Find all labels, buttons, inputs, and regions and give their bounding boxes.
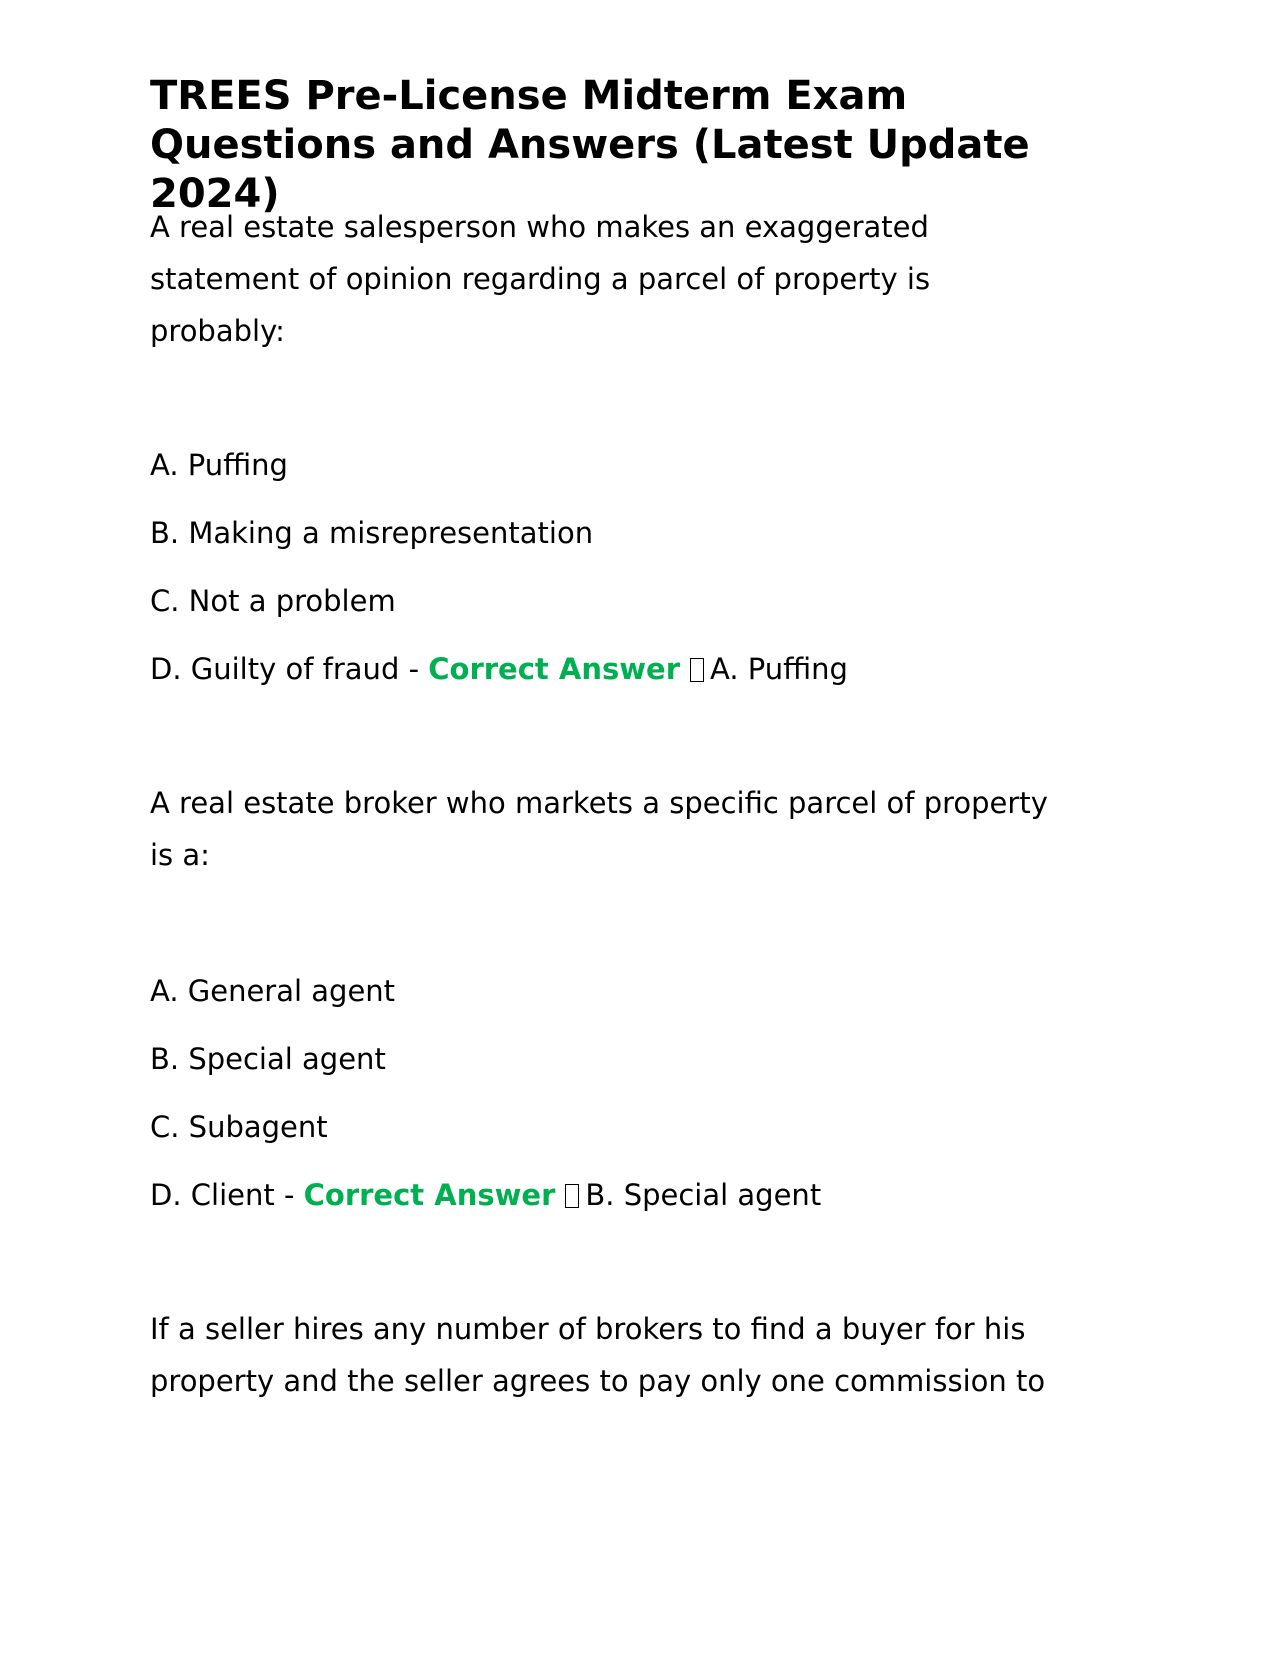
question-1-option-d: [150, 642, 1140, 697]
question-1-text-line-1: A real estate salesperson who makes an exaggerated: [150, 210, 929, 244]
question-1-text-line-2: statement of opinion regarding a parcel of property is: [150, 262, 931, 296]
document-title: TREES Pre-License Midterm Exam Questions and Answers (Latest Update 2024): [150, 73, 1030, 217]
question-2-text-line-2: is a:: [150, 838, 210, 872]
placeholder-box-icon: [565, 1184, 579, 1208]
question-2-option-a: A. General agent: [150, 974, 396, 1008]
question-1-answer: A. Puffing: [710, 652, 848, 686]
placeholder-box-icon: [690, 658, 704, 682]
question-1-option-c: C. Not a problem: [150, 584, 396, 618]
question-1-option-a: A. Puffing: [150, 448, 288, 482]
question-1-option-b: B. Making a misrepresentation: [150, 516, 594, 550]
question-2-option-d-text: D. Client -: [150, 1178, 304, 1212]
question-3-text-line-2: property and the seller agrees to pay only one commission to: [150, 1364, 1046, 1398]
question-2-text-line-1: A real estate broker who markets a specific parcel of property: [150, 786, 1048, 820]
correct-answer-label: Correct Answer: [303, 1178, 556, 1212]
question-2-answer: B. Special agent: [585, 1178, 822, 1212]
question-2-option-b: B. Special agent: [150, 1042, 386, 1076]
question-2-option-c: C. Subagent: [150, 1110, 328, 1144]
question-3-text-line-1: If a seller hires any number of brokers to find a buyer for his: [150, 1312, 1026, 1346]
question-2-option-d: [150, 1168, 1140, 1223]
correct-answer-label: Correct Answer: [428, 652, 680, 686]
question-1-option-d-text: D. Guilty of fraud -: [150, 652, 429, 686]
question-1-text-line-3: probably:: [150, 314, 285, 348]
